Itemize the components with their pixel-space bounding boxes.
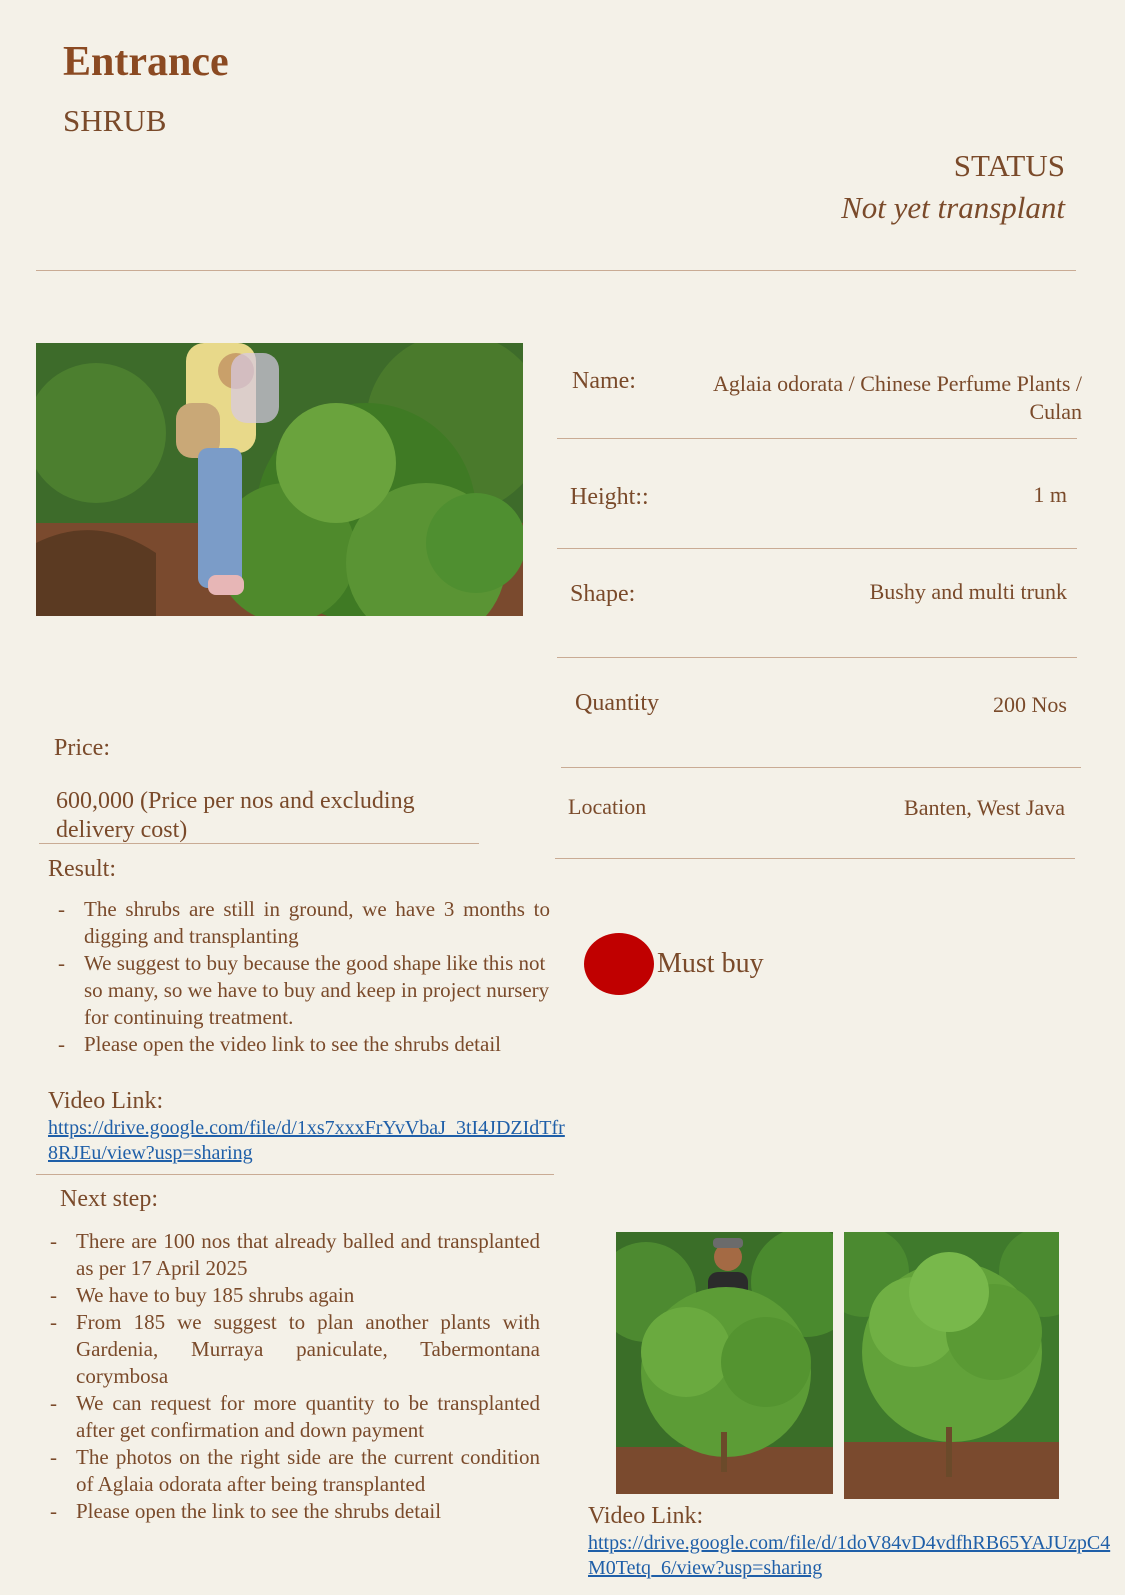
location-value: Banten, West Java: [904, 795, 1065, 820]
transplanted-shrub-photo-2: [844, 1232, 1059, 1499]
result-label: Result:: [48, 856, 117, 882]
status-label: STATUS: [953, 148, 1065, 183]
list-item: - Please open the video link to see the shrubs detail: [48, 1031, 550, 1058]
list-item: - The photos on the right side are the current condition of Aglaia odorata after being transplanted: [40, 1444, 540, 1498]
name-value: Aglaia odorata / Chinese Perfume Plants / Culan: [712, 371, 1082, 424]
video-link-2[interactable]: https://drive.google.com/file/d/1doV84vD4vdfhRB65YAJUzpC4M0Tetq_6/view?usp=sharing: [588, 1532, 1111, 1579]
recommendation-label: Must buy: [657, 948, 764, 979]
shape-label: Shape:: [570, 581, 636, 607]
transplanted-shrub-photo-1: [616, 1232, 833, 1494]
height-value: 1 m: [1033, 482, 1067, 507]
video-link-1[interactable]: https://drive.google.com/file/d/1xs7xxxFrYvVbaJ_3tI4JDZIdTfr8RJEu/view?usp=sharing: [48, 1117, 565, 1164]
details-divider: [557, 548, 1077, 549]
list-item: - There are 100 nos that already balled and transplanted as per 17 April 2025: [40, 1228, 540, 1282]
price-divider: [39, 843, 479, 844]
price-label: Price:: [54, 735, 110, 761]
next-step-label: Next step:: [60, 1186, 158, 1212]
name-label: Name:: [572, 368, 636, 394]
list-item: - Please open the link to see the shrubs detail: [40, 1498, 540, 1525]
main-shrub-photo: [36, 343, 523, 616]
details-divider: [557, 438, 1077, 439]
list-item: - The shrubs are still in ground, we have 3 months to digging and transplanting: [48, 896, 550, 950]
status-value: Not yet transplant: [841, 190, 1065, 225]
video-divider: [36, 1174, 554, 1175]
details-divider: [557, 657, 1077, 658]
list-item: - We have to buy 185 shrubs again: [40, 1282, 540, 1309]
height-label: Height::: [570, 484, 649, 510]
next-step-list: [40, 1228, 540, 1525]
details-divider: [555, 858, 1075, 859]
header-divider: [36, 270, 1076, 271]
details-divider: [561, 767, 1081, 768]
page-title: Entrance: [63, 39, 229, 85]
price-value: 600,000 (Price per nos and excluding delivery cost): [56, 788, 415, 843]
result-list: [48, 896, 550, 1058]
quantity-value: 200 Nos: [993, 692, 1067, 717]
quantity-label: Quantity: [575, 690, 659, 716]
list-item: - We can request for more quantity to be transplanted after get confirmation and down payment: [40, 1390, 540, 1444]
video-link-label: Video Link:: [588, 1503, 704, 1529]
page-subtitle: SHRUB: [63, 103, 167, 138]
shape-value: Bushy and multi trunk: [869, 579, 1067, 604]
video-link-label: Video Link:: [48, 1088, 164, 1114]
list-item: - We suggest to buy because the good shape like this not so many, so we have to buy and keep in project nursery for continuing treatment.: [48, 950, 550, 1031]
list-item: - From 185 we suggest to plan another plants with Gardenia, Murraya paniculate, Tabermontana corymbosa: [40, 1309, 540, 1390]
recommendation-dot: [584, 933, 654, 995]
location-label: Location: [568, 794, 647, 819]
